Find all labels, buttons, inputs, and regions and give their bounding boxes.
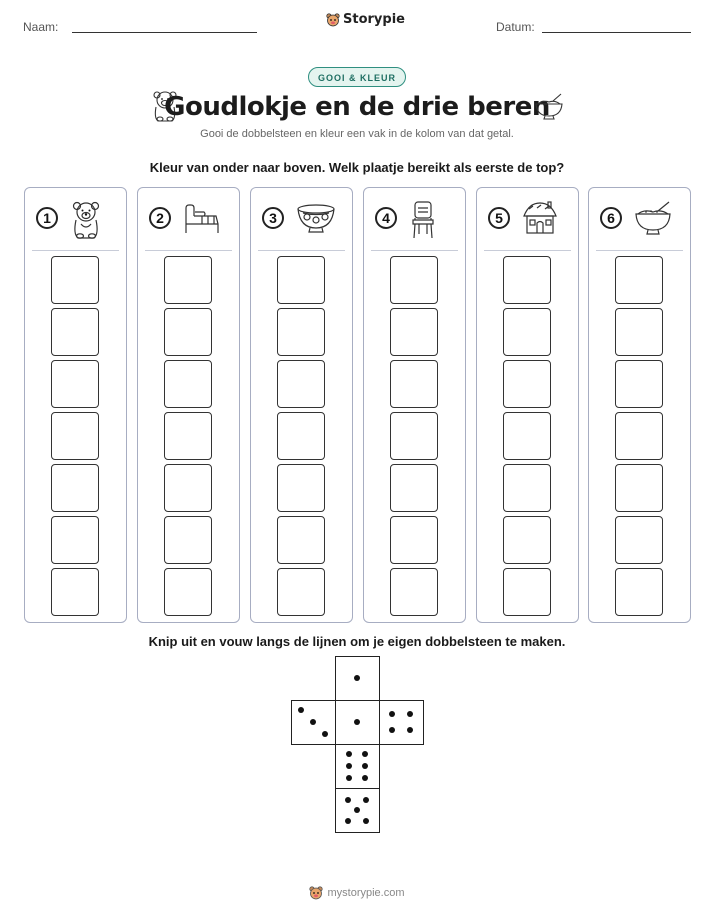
dice-column-2 bbox=[137, 187, 240, 623]
coloring-box[interactable] bbox=[277, 360, 325, 408]
coloring-box[interactable] bbox=[615, 360, 663, 408]
column-number: 2 bbox=[149, 207, 171, 229]
coloring-box[interactable] bbox=[164, 256, 212, 304]
footer-url: mystorypie.com bbox=[327, 887, 405, 899]
column-divider bbox=[32, 250, 119, 251]
bear-mascot-icon bbox=[309, 886, 323, 900]
coloring-box[interactable] bbox=[164, 412, 212, 460]
coloring-box[interactable] bbox=[615, 464, 663, 512]
die-pip bbox=[407, 711, 413, 717]
die-pip bbox=[298, 707, 304, 713]
coloring-box[interactable] bbox=[51, 516, 99, 564]
coloring-box[interactable] bbox=[615, 412, 663, 460]
die-pip bbox=[363, 797, 369, 803]
coloring-box[interactable] bbox=[51, 308, 99, 356]
coloring-box[interactable] bbox=[277, 308, 325, 356]
coloring-box[interactable] bbox=[164, 308, 212, 356]
instruction: Kleur van onder naar boven. Welk plaatje bereikt als eerste de top? bbox=[149, 160, 565, 175]
die-face-1 bbox=[335, 656, 380, 701]
die-pip bbox=[346, 763, 352, 769]
coloring-box[interactable] bbox=[277, 464, 325, 512]
coloring-box[interactable] bbox=[615, 568, 663, 616]
coloring-box[interactable] bbox=[277, 568, 325, 616]
column-divider bbox=[145, 250, 232, 251]
coloring-box[interactable] bbox=[503, 464, 551, 512]
coloring-box[interactable] bbox=[390, 256, 438, 304]
column-number: 3 bbox=[262, 207, 284, 229]
coloring-box[interactable] bbox=[277, 412, 325, 460]
coloring-box[interactable] bbox=[503, 360, 551, 408]
coloring-box[interactable] bbox=[503, 516, 551, 564]
cottage-icon bbox=[521, 200, 559, 241]
die-pip bbox=[354, 807, 360, 813]
die-pip bbox=[322, 731, 328, 737]
coloring-box[interactable] bbox=[51, 412, 99, 460]
footer bbox=[0, 886, 714, 900]
chair-icon bbox=[408, 200, 438, 245]
die-pip bbox=[346, 775, 352, 781]
dice-column-1 bbox=[24, 187, 127, 623]
date-line bbox=[542, 32, 691, 33]
coloring-box[interactable] bbox=[164, 516, 212, 564]
coloring-box[interactable] bbox=[277, 256, 325, 304]
die-pip bbox=[345, 797, 351, 803]
die-face-1 bbox=[335, 700, 380, 745]
column-number: 5 bbox=[488, 207, 510, 229]
coloring-box[interactable] bbox=[615, 256, 663, 304]
porridge-bowl-icon bbox=[633, 200, 673, 241]
column-number: 6 bbox=[600, 207, 622, 229]
column-number: 1 bbox=[36, 207, 58, 229]
die-pip bbox=[389, 711, 395, 717]
bear-mascot-icon bbox=[326, 13, 340, 27]
column-divider bbox=[484, 250, 571, 251]
coloring-box[interactable] bbox=[51, 256, 99, 304]
die-pip bbox=[362, 751, 368, 757]
bowl-icon bbox=[295, 200, 337, 241]
name-label: Naam: bbox=[23, 20, 59, 34]
die-pip bbox=[354, 675, 360, 681]
coloring-box[interactable] bbox=[390, 360, 438, 408]
coloring-box[interactable] bbox=[390, 568, 438, 616]
dice-column-4 bbox=[363, 187, 466, 623]
coloring-box[interactable] bbox=[51, 464, 99, 512]
die-face-6 bbox=[335, 744, 380, 789]
dice-column-5 bbox=[476, 187, 579, 623]
dice-column-3 bbox=[250, 187, 353, 623]
porridge-bowl-icon bbox=[533, 92, 565, 120]
column-divider bbox=[596, 250, 683, 251]
column-number: 4 bbox=[375, 207, 397, 229]
coloring-box[interactable] bbox=[615, 308, 663, 356]
coloring-box[interactable] bbox=[164, 360, 212, 408]
coloring-box[interactable] bbox=[51, 360, 99, 408]
activity-tag: GOOI & KLEUR bbox=[308, 67, 406, 87]
coloring-box[interactable] bbox=[390, 516, 438, 564]
column-divider bbox=[371, 250, 458, 251]
coloring-box[interactable] bbox=[503, 568, 551, 616]
name-line bbox=[72, 32, 257, 33]
die-pip bbox=[389, 727, 395, 733]
dice-column-6 bbox=[588, 187, 691, 623]
coloring-box[interactable] bbox=[51, 568, 99, 616]
coloring-box[interactable] bbox=[277, 516, 325, 564]
coloring-box[interactable] bbox=[390, 464, 438, 512]
die-pip bbox=[346, 751, 352, 757]
coloring-box[interactable] bbox=[615, 516, 663, 564]
column-divider bbox=[258, 250, 345, 251]
dice-instruction: Knip uit en vouw langs de lijnen om je eigen dobbelsteen te maken. bbox=[148, 634, 566, 649]
coloring-box[interactable] bbox=[164, 464, 212, 512]
page-title: Goudlokje en de drie beren bbox=[164, 92, 550, 122]
die-pip bbox=[362, 763, 368, 769]
coloring-box[interactable] bbox=[390, 308, 438, 356]
coloring-box[interactable] bbox=[503, 308, 551, 356]
die-pip bbox=[363, 818, 369, 824]
brand-name: Storypie bbox=[343, 12, 405, 27]
die-face-5 bbox=[335, 788, 380, 833]
die-face-4 bbox=[379, 700, 424, 745]
coloring-box[interactable] bbox=[503, 412, 551, 460]
die-pip bbox=[345, 818, 351, 824]
bear-icon bbox=[69, 200, 103, 245]
brand-logo bbox=[326, 12, 405, 27]
die-face-3 bbox=[291, 700, 336, 745]
die-pip bbox=[362, 775, 368, 781]
bed-icon bbox=[182, 200, 222, 241]
die-pip bbox=[407, 727, 413, 733]
coloring-box[interactable] bbox=[164, 568, 212, 616]
subtitle: Gooi de dobbelsteen en kleur een vak in de kolom van dat getal. bbox=[200, 128, 514, 140]
coloring-box[interactable] bbox=[503, 256, 551, 304]
date-label: Datum: bbox=[496, 20, 535, 34]
die-pip bbox=[310, 719, 316, 725]
die-pip bbox=[354, 719, 360, 725]
coloring-box[interactable] bbox=[390, 412, 438, 460]
